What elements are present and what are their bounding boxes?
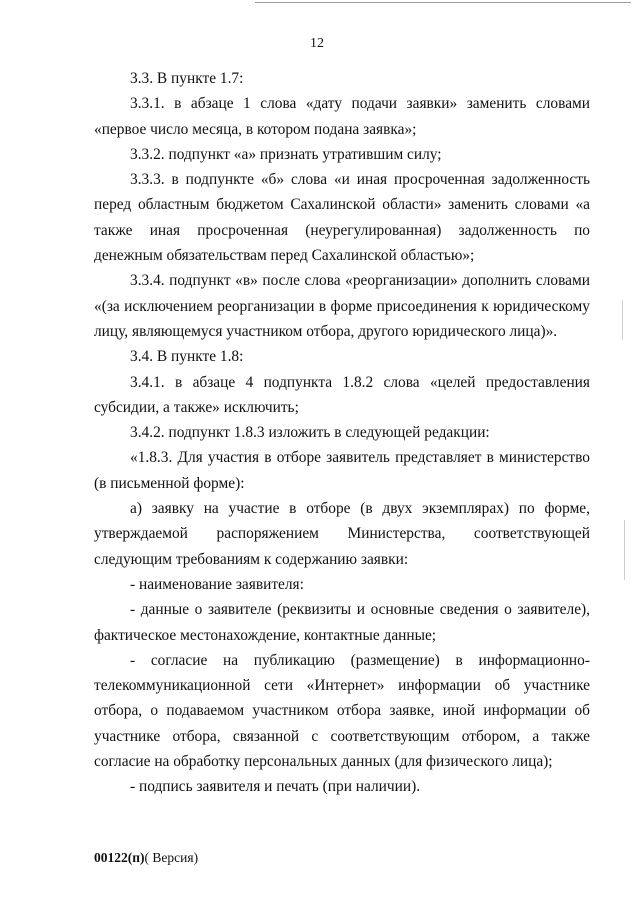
scan-edge-mark (624, 520, 625, 580)
paragraph-3-4-2: 3.4.2. подпункт 1.8.3 изложить в следующей редакции: (130, 424, 490, 442)
paragraph-3-3-2: 3.3.2. подпункт «а» признать утратившим силу; (130, 145, 442, 163)
list-item-signature: - подпись заявителя и печать (при наличии). (130, 778, 421, 796)
paragraph-3-3-1: 3.3.1. в абзаце 1 слова «дату подачи заявки» заменить словами «первое число месяца, в котором подана заявка»; (94, 95, 590, 138)
paragraph-item-a: а) заявку на участие в отборе (в двух экземплярах) по форме, утверждаемой распоряжением Министерства, соответствующей следующим требованиям к содержанию заявки: (94, 500, 590, 568)
footer-document-code (94, 850, 198, 866)
list-item-applicant-name: - наименование заявителя: (130, 575, 304, 593)
footer-code: 00122(п) (94, 850, 145, 865)
paragraph-3-3-4: 3.3.4. подпункт «в» после слова «реорганизации» дополнить словами «(за исключением реорганизации в форме присоединения к юридическому лицу, являющемуся участником отбора, другого юридического лица)». (94, 272, 590, 340)
paragraph-1-8-3: «1.8.3. Для участия в отборе заявитель представляет в министерство (в письменной форме): (94, 449, 590, 492)
scan-edge-mark (622, 300, 623, 340)
list-item-publication-consent: - согласие на публикацию (размещение) в информационно-телекоммуникационной сети «Интернет» информации об участнике отбора, о подаваемом участником отбора заявке, иной информации об участнике отбора, связанной с соответствующим отбором, а также согласие на обработку персональных данных (для физического лица); (94, 651, 590, 771)
top-scan-rule (255, 2, 631, 3)
paragraph-3-3-3: 3.3.3. в подпункте «б» слова «и иная просроченная задолженность перед областным бюджетом Сахалинской области» заменить словами «а также иная просроченная (неурегулированная) задолженность по денежным обязательствам перед Сахалинской областью»; (94, 171, 590, 265)
paragraph-3-4-1: 3.4.1. в абзаце 4 подпункта 1.8.2 слова «целей предоставления субсидии, а также» исключить; (94, 373, 590, 416)
page-number: 12 (310, 36, 324, 51)
paragraph-3-4: 3.4. В пункте 1.8: (130, 348, 244, 366)
document-body (94, 66, 590, 800)
list-item-applicant-data: - данные о заявителе (реквизиты и основные сведения о заявителе), фактическое местонахождение, контактные данные; (94, 601, 590, 644)
footer-version: ( Версия) (144, 850, 199, 865)
paragraph-3-3: 3.3. В пункте 1.7: (130, 70, 244, 87)
